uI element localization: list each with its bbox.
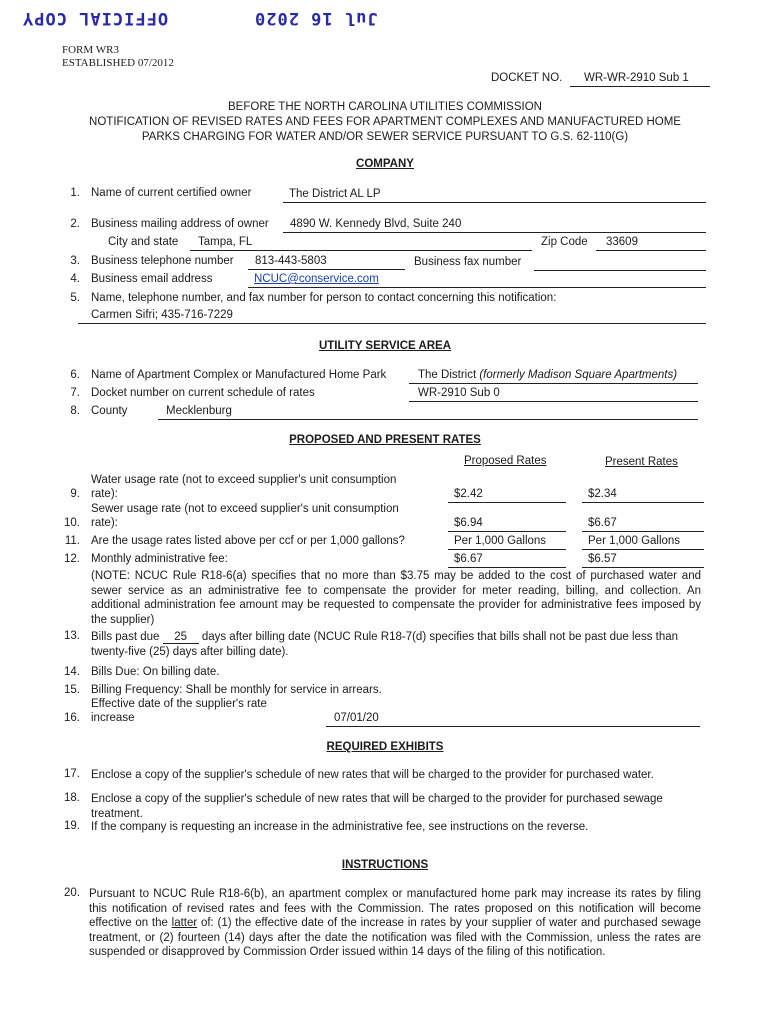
sewer-proposed-line <box>448 531 566 532</box>
item-number: 14. <box>64 666 80 678</box>
item-number: 3. <box>70 255 80 267</box>
title-commission: BEFORE THE NORTH CAROLINA UTILITIES COMMISSION <box>228 101 542 113</box>
item-number: 2. <box>70 218 80 230</box>
title-pursuant: PARKS CHARGING FOR WATER AND/OR SEWER SERVICE PURSUANT TO G.S. 62-110(G) <box>141 131 629 143</box>
item-number: 9. <box>70 488 80 500</box>
usage-unit-proposed-line <box>448 549 566 550</box>
item-number: 11. <box>64 535 80 547</box>
admin-fee-proposed-line <box>448 567 566 568</box>
current-docket-value: WR-2910 Sub 0 <box>418 387 500 399</box>
effective-date-value: 07/01/20 <box>334 712 379 724</box>
contact-label: Name, telephone number, and fax number for person to contact concerning this notification: <box>91 292 557 304</box>
past-due-pre: Bills past due <box>91 631 160 643</box>
zip-code-line <box>596 250 706 251</box>
item-number: 1. <box>70 187 80 199</box>
past-due-post: days after billing date (NCUC Rule R18-7(d) specifies that bills shall not be past due less than twenty-five (25) days after billing date). <box>91 631 679 658</box>
complex-name-label: Name of Apartment Complex or Manufactured Home Park <box>91 369 387 381</box>
docket-label: DOCKET NO. <box>491 72 563 84</box>
exhibit-sewage-text: Enclose a copy of the supplier's schedule of new rates that will be charged to the provider for purchased sewage treatment. <box>91 793 663 820</box>
water-present-line <box>582 502 704 503</box>
owner-name-label: Name of current certified owner <box>91 187 252 199</box>
item-number: 10. <box>64 517 80 529</box>
complex-former-name: (formerly Madison Square Apartments) <box>479 369 678 381</box>
filing-date-stamp: Jul 16 2020 <box>254 8 378 28</box>
exhibit-water-text: Enclose a copy of the supplier's schedule of new rates that will be charged to the provider for purchased water. <box>91 769 654 781</box>
admin-fee-label: Monthly administrative fee: <box>91 553 228 565</box>
email-label: Business email address <box>91 273 213 285</box>
current-docket-label: Docket number on current schedule of rates <box>91 387 315 399</box>
fax-line <box>534 270 706 271</box>
item-number: 15. <box>64 684 80 696</box>
instructions-heading: INSTRUCTIONS <box>341 859 429 871</box>
billing-frequency-text: Billing Frequency: Shall be monthly for service in arrears. <box>91 684 382 696</box>
water-proposed-line <box>448 502 566 503</box>
usage-unit-proposed: Per 1,000 Gallons <box>454 535 547 547</box>
sewer-rate-label: Sewer usage rate (not to exceed supplier's unit consumption <box>91 503 399 515</box>
docket-number: WR-WR-2910 Sub 1 <box>584 72 689 84</box>
mailing-address-value: 4890 W. Kennedy Blvd, Suite 240 <box>290 218 462 230</box>
water-rate-label-cont: rate): <box>91 488 118 500</box>
owner-name-line <box>283 202 706 203</box>
county-label: County <box>91 405 128 417</box>
rates-heading: PROPOSED AND PRESENT RATES <box>289 434 481 446</box>
instructions-text-a: Pursuant to NCUC Rule R18-6(b), an apartment complex or manufactured home park may increase its rates by filing this notification of revised rates and fees with the Commission. The rates proposed on this notification will become effective on the <box>89 888 701 929</box>
contact-line <box>78 323 706 324</box>
sewer-present-line <box>582 531 704 532</box>
admin-fee-present-line <box>582 567 704 568</box>
exhibit-admin-fee-text: If the company is requesting an increase in the administrative fee, see instructions on the reverse. <box>91 821 589 833</box>
effective-date-label-cont: increase <box>91 712 135 724</box>
water-present-rate: $2.34 <box>588 488 617 500</box>
item-number: 6. <box>70 369 80 381</box>
telephone-line <box>248 269 405 270</box>
present-rates-header: Present Rates <box>605 456 678 468</box>
sewer-proposed-rate: $6.94 <box>454 517 483 529</box>
usage-unit-present-line <box>582 549 704 550</box>
county-value: Mecklenburg <box>166 405 232 417</box>
sewer-rate-label-cont: rate): <box>91 517 118 529</box>
service-area-heading: UTILITY SERVICE AREA <box>318 340 452 352</box>
admin-fee-note: (NOTE: NCUC Rule R18-6(a) specifies that no more than $3.75 may be added to the cost of purchased water and sewer service as an administrative fee to compensate the provider for meter reading, billing, and collection. An additional administration fee amount may be requested to compensate the provider for administrative fees imposed by the supplier) <box>91 570 701 626</box>
current-docket-line <box>409 401 698 402</box>
instructions-latter: latter <box>171 917 198 929</box>
usage-unit-present: Per 1,000 Gallons <box>588 535 681 547</box>
email-line <box>248 287 706 288</box>
instructions-text-b: of: (1) the effective date of the increase in rates by your supplier of water and purchased sewage treatment, or (2) fourteen (14) days after the date the notification was filed with the Commission, unless the rates are suspended or disapproved by Commission Order issued within 14 days of the filing of this notification. <box>89 917 702 958</box>
item-number: 4. <box>70 273 80 285</box>
city-state-line <box>190 250 532 251</box>
admin-fee-proposed: $6.67 <box>454 553 483 565</box>
item-number: 13. <box>64 630 80 642</box>
telephone-value: 813-443-5803 <box>255 255 327 267</box>
complex-name-value: The District <box>418 369 480 381</box>
instructions-text <box>89 887 701 960</box>
bills-due-text: Bills Due: On billing date. <box>91 666 220 678</box>
zip-code-value: 33609 <box>606 236 638 248</box>
county-line <box>158 419 698 420</box>
title-notification: NOTIFICATION OF REVISED RATES AND FEES FOR APARTMENT COMPLEXES AND MANUFACTURED HOME <box>89 116 681 128</box>
item-number: 12. <box>64 553 80 565</box>
contact-value: Carmen Sifri; 435-716-7229 <box>91 309 233 321</box>
city-state-value: Tampa, FL <box>198 236 253 248</box>
effective-date-label: Effective date of the supplier's rate <box>91 698 267 710</box>
water-proposed-rate: $2.42 <box>454 488 483 500</box>
past-due-text <box>91 630 701 659</box>
city-state-label: City and state <box>108 236 179 248</box>
item-number: 19. <box>64 820 80 832</box>
item-number: 18. <box>64 792 80 804</box>
usage-unit-label: Are the usage rates listed above per ccf or per 1,000 gallons? <box>91 535 405 547</box>
zip-code-label: Zip Code <box>541 236 588 248</box>
item-number: 8. <box>70 405 80 417</box>
water-rate-label: Water usage rate (not to exceed supplier's unit consumption <box>91 474 397 486</box>
mailing-address-label: Business mailing address of owner <box>91 218 269 230</box>
form-number: FORM WR3 <box>62 44 119 56</box>
form-established: ESTABLISHED 07/2012 <box>62 57 174 69</box>
sewer-present-rate: $6.67 <box>588 517 617 529</box>
item-number: 5. <box>70 292 80 304</box>
official-copy-stamp: OFFICIAL COPY <box>22 8 169 28</box>
item-number: 20. <box>64 887 80 899</box>
telephone-label: Business telephone number <box>91 255 234 267</box>
mailing-address-line <box>283 232 706 233</box>
admin-fee-present: $6.57 <box>588 553 617 565</box>
fax-label: Business fax number <box>414 256 522 268</box>
proposed-rates-header: Proposed Rates <box>464 455 547 467</box>
complex-name-line <box>409 383 698 384</box>
company-heading: COMPANY <box>356 158 414 170</box>
exhibits-heading: REQUIRED EXHIBITS <box>326 741 444 753</box>
docket-underline <box>570 86 710 87</box>
item-number: 16. <box>64 712 80 724</box>
email-link[interactable]: NCUC@conservice.com <box>254 273 379 285</box>
owner-name-value: The District AL LP <box>289 188 381 200</box>
item-number: 7. <box>70 387 80 399</box>
item-number: 17. <box>64 768 80 780</box>
past-due-days: 25 <box>163 631 199 644</box>
effective-date-line <box>326 726 700 727</box>
